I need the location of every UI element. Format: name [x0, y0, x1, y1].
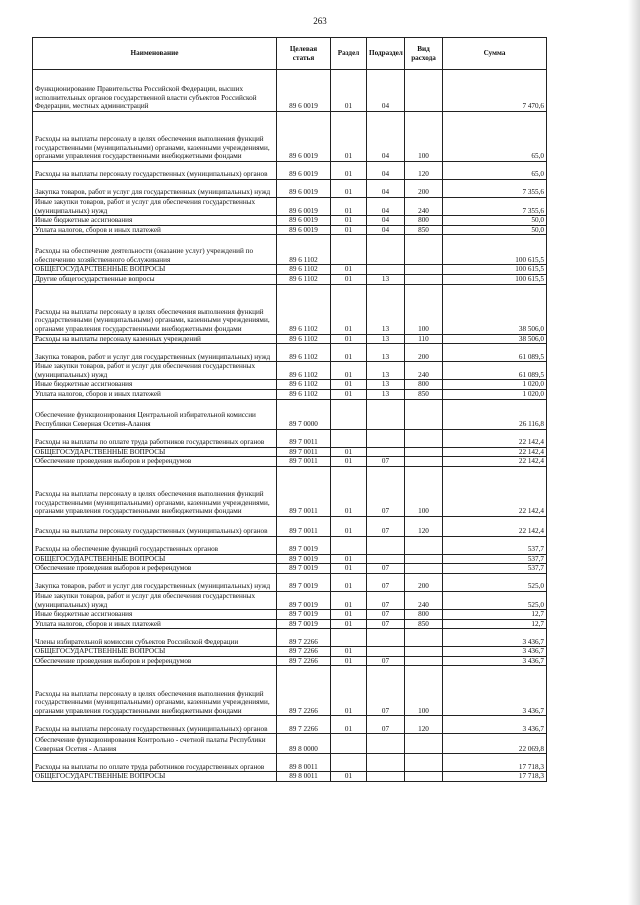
- row-sum: 17 718,3: [443, 772, 547, 782]
- row-kind: 240: [405, 198, 443, 216]
- row-target: 89 6 1102: [277, 265, 331, 275]
- row-target: 89 7 0019: [277, 554, 331, 564]
- row-name: Уплата налогов, сборов и иных платежей: [33, 389, 277, 399]
- row-section: 01: [331, 265, 367, 275]
- row-target: 89 6 0019: [277, 112, 331, 162]
- row-name: ОБЩЕГОСУДАРСТВЕННЫЕ ВОПРОСЫ: [33, 554, 277, 564]
- row-sum: 3 436,7: [443, 716, 547, 734]
- row-sum: 3 436,7: [443, 629, 547, 647]
- row-name: Иные закупки товаров, работ и услуг для обеспечения государственных (муниципальных) нужд: [33, 362, 277, 380]
- row-subsection: [367, 399, 405, 429]
- row-kind: 200: [405, 180, 443, 198]
- row-section: 01: [331, 772, 367, 782]
- row-kind: 240: [405, 362, 443, 380]
- row-kind: [405, 447, 443, 457]
- row-target: 89 7 0019: [277, 619, 331, 629]
- row-sum: 100 615,5: [443, 235, 547, 265]
- row-name: Функционирование Правительства Российской Федерации, высших исполнительных органов государственной власти субъектов Российской Федерации, местных администраций: [33, 70, 277, 112]
- row-subsection: 13: [367, 344, 405, 362]
- row-sum: 7 355,6: [443, 198, 547, 216]
- table-row: [33, 399, 547, 429]
- row-target: 89 8 0000: [277, 734, 331, 754]
- row-name: Расходы на выплаты персоналу в целях обеспечения выполнения функций государственными (муниципальными) органами, казенными учреждениями, органами управления государственными внебюджетными фондами: [33, 466, 277, 516]
- row-target: 89 6 0019: [277, 225, 331, 235]
- row-subsection: 07: [367, 610, 405, 620]
- row-subsection: 13: [367, 274, 405, 284]
- row-name: Иные закупки товаров, работ и услуг для обеспечения государственных (муниципальных) нужд: [33, 198, 277, 216]
- row-name: Расходы на выплаты по оплате труда работников государственных органов: [33, 754, 277, 772]
- row-name: Уплата налогов, сборов и иных платежей: [33, 619, 277, 629]
- row-section: [331, 429, 367, 447]
- row-subsection: 07: [367, 573, 405, 591]
- row-section: 01: [331, 180, 367, 198]
- budget-table: [32, 37, 547, 782]
- row-subsection: 04: [367, 180, 405, 198]
- row-name: Обеспечение функционирования Центральной избирательной комиссии Республики Северная Осетия-Алания: [33, 399, 277, 429]
- row-target: 89 7 0011: [277, 457, 331, 467]
- table-row: [33, 536, 547, 554]
- table-row: [33, 591, 547, 609]
- row-name: Иные бюджетные ассигнования: [33, 610, 277, 620]
- table-row: [33, 429, 547, 447]
- row-subsection: 04: [367, 112, 405, 162]
- row-kind: 200: [405, 573, 443, 591]
- row-kind: 800: [405, 216, 443, 226]
- scan-edge-shadow: [628, 0, 640, 905]
- row-sum: 22 142,4: [443, 447, 547, 457]
- row-subsection: 07: [367, 656, 405, 666]
- row-section: [331, 734, 367, 754]
- row-sum: 65,0: [443, 112, 547, 162]
- table-row: [33, 216, 547, 226]
- row-target: 89 8 0011: [277, 754, 331, 772]
- row-kind: 120: [405, 162, 443, 180]
- row-name: Расходы на обеспечение деятельности (оказание услуг) учреждений по обеспечению хозяйственного обслуживания: [33, 235, 277, 265]
- row-sum: 17 718,3: [443, 754, 547, 772]
- row-kind: 850: [405, 225, 443, 235]
- row-kind: 120: [405, 516, 443, 536]
- header-name: Наименование: [33, 38, 277, 70]
- row-sum: 22 142,4: [443, 466, 547, 516]
- row-sum: 22 142,4: [443, 429, 547, 447]
- row-target: 89 7 2266: [277, 656, 331, 666]
- row-target: 89 7 2266: [277, 629, 331, 647]
- row-target: 89 7 0019: [277, 536, 331, 554]
- row-section: 01: [331, 112, 367, 162]
- row-name: Расходы на выплаты персоналу в целях обеспечения выполнения функций государственными (муниципальными) органами, казенными учреждениями, органами управления государственными внебюджетными фондами: [33, 112, 277, 162]
- row-subsection: [367, 447, 405, 457]
- row-subsection: [367, 235, 405, 265]
- row-sum: 100 615,5: [443, 274, 547, 284]
- table-row: [33, 274, 547, 284]
- row-name: Расходы на выплаты персоналу государственных (муниципальных) органов: [33, 516, 277, 536]
- row-section: 01: [331, 610, 367, 620]
- row-kind: [405, 772, 443, 782]
- row-kind: [405, 265, 443, 275]
- header-subsection: Подраздел: [367, 38, 405, 70]
- table-row: [33, 716, 547, 734]
- row-kind: [405, 564, 443, 574]
- row-sum: 65,0: [443, 162, 547, 180]
- row-section: 01: [331, 284, 367, 334]
- row-subsection: [367, 265, 405, 275]
- row-section: 01: [331, 656, 367, 666]
- row-subsection: 04: [367, 198, 405, 216]
- row-kind: 800: [405, 380, 443, 390]
- row-section: 01: [331, 225, 367, 235]
- table-row: [33, 554, 547, 564]
- row-kind: [405, 734, 443, 754]
- row-subsection: 04: [367, 70, 405, 112]
- row-target: 89 7 0011: [277, 466, 331, 516]
- row-target: 89 6 0019: [277, 162, 331, 180]
- row-name: Расходы на выплаты персоналу государственных (муниципальных) органов: [33, 716, 277, 734]
- table-row: [33, 610, 547, 620]
- table-row: [33, 754, 547, 772]
- row-name: Расходы на выплаты персоналу казенных учреждений: [33, 334, 277, 344]
- row-target: 89 7 0019: [277, 573, 331, 591]
- row-sum: 50,0: [443, 225, 547, 235]
- row-sum: 22 142,4: [443, 457, 547, 467]
- table-row: [33, 362, 547, 380]
- row-target: 89 6 1102: [277, 235, 331, 265]
- row-kind: [405, 754, 443, 772]
- row-sum: 537,7: [443, 564, 547, 574]
- row-name: Обеспечение функционирования Контрольно - счетной палаты Республики Северная Осетия - Алания: [33, 734, 277, 754]
- row-name: Обеспечение проведения выборов и референдумов: [33, 564, 277, 574]
- row-subsection: [367, 429, 405, 447]
- row-sum: 100 615,5: [443, 265, 547, 275]
- row-section: 01: [331, 573, 367, 591]
- row-kind: 240: [405, 591, 443, 609]
- row-sum: 61 089,5: [443, 362, 547, 380]
- row-name: Иные бюджетные ассигнования: [33, 380, 277, 390]
- row-name: Расходы на выплаты персоналу в целях обеспечения выполнения функций государственными (муниципальными) органами, казенными учреждениями, органами управления государственными внебюджетными фондами: [33, 666, 277, 716]
- row-subsection: 07: [367, 666, 405, 716]
- table-row: [33, 334, 547, 344]
- row-kind: [405, 554, 443, 564]
- row-sum: 525,0: [443, 573, 547, 591]
- row-target: 89 7 0011: [277, 516, 331, 536]
- row-name: Уплата налогов, сборов и иных платежей: [33, 225, 277, 235]
- row-section: 01: [331, 389, 367, 399]
- row-section: [331, 754, 367, 772]
- row-section: 01: [331, 162, 367, 180]
- row-target: 89 6 1102: [277, 389, 331, 399]
- table-row: [33, 198, 547, 216]
- table-row: [33, 389, 547, 399]
- table-row: [33, 235, 547, 265]
- row-target: 89 7 0000: [277, 399, 331, 429]
- table-row: [33, 629, 547, 647]
- row-section: 01: [331, 457, 367, 467]
- row-sum: 50,0: [443, 216, 547, 226]
- row-section: 01: [331, 198, 367, 216]
- row-sum: 525,0: [443, 591, 547, 609]
- row-kind: [405, 235, 443, 265]
- row-subsection: 04: [367, 162, 405, 180]
- row-section: 01: [331, 362, 367, 380]
- row-target: 89 6 1102: [277, 284, 331, 334]
- row-subsection: 07: [367, 716, 405, 734]
- table-row: [33, 380, 547, 390]
- row-kind: 100: [405, 112, 443, 162]
- row-section: 01: [331, 70, 367, 112]
- row-section: 01: [331, 591, 367, 609]
- row-subsection: [367, 772, 405, 782]
- table-row: [33, 70, 547, 112]
- row-section: 01: [331, 334, 367, 344]
- row-kind: [405, 647, 443, 657]
- row-kind: 120: [405, 716, 443, 734]
- row-name: ОБЩЕГОСУДАРСТВЕННЫЕ ВОПРОСЫ: [33, 265, 277, 275]
- row-section: 01: [331, 666, 367, 716]
- row-target: 89 7 0011: [277, 447, 331, 457]
- row-sum: 26 116,8: [443, 399, 547, 429]
- row-section: 01: [331, 619, 367, 629]
- row-name: Другие общегосударственные вопросы: [33, 274, 277, 284]
- row-name: Обеспечение проведения выборов и референдумов: [33, 457, 277, 467]
- row-target: 89 6 1102: [277, 274, 331, 284]
- row-target: 89 7 2266: [277, 716, 331, 734]
- row-target: 89 6 0019: [277, 180, 331, 198]
- row-name: Расходы на выплаты по оплате труда работников государственных органов: [33, 429, 277, 447]
- table-row: [33, 734, 547, 754]
- row-subsection: 13: [367, 334, 405, 344]
- row-subsection: 07: [367, 466, 405, 516]
- row-kind: [405, 70, 443, 112]
- row-section: 01: [331, 716, 367, 734]
- table-row: [33, 772, 547, 782]
- row-subsection: [367, 554, 405, 564]
- row-section: [331, 235, 367, 265]
- row-name: Обеспечение проведения выборов и референдумов: [33, 656, 277, 666]
- row-kind: 100: [405, 666, 443, 716]
- row-target: 89 6 1102: [277, 380, 331, 390]
- row-section: 01: [331, 216, 367, 226]
- row-subsection: 07: [367, 564, 405, 574]
- row-sum: 22 069,8: [443, 734, 547, 754]
- row-target: 89 6 0019: [277, 198, 331, 216]
- row-sum: 12,7: [443, 610, 547, 620]
- row-name: ОБЩЕГОСУДАРСТВЕННЫЕ ВОПРОСЫ: [33, 447, 277, 457]
- header-target: Целевая статья: [277, 38, 331, 70]
- row-kind: 850: [405, 619, 443, 629]
- table-body: [33, 70, 547, 782]
- row-target: 89 7 0019: [277, 610, 331, 620]
- row-target: 89 7 0011: [277, 429, 331, 447]
- table-row: [33, 265, 547, 275]
- row-name: Иные бюджетные ассигнования: [33, 216, 277, 226]
- row-kind: 110: [405, 334, 443, 344]
- row-sum: 3 436,7: [443, 666, 547, 716]
- row-sum: 1 020,0: [443, 380, 547, 390]
- row-target: 89 7 0019: [277, 591, 331, 609]
- header-sum: Сумма: [443, 38, 547, 70]
- row-kind: 200: [405, 344, 443, 362]
- row-section: 01: [331, 516, 367, 536]
- row-kind: [405, 457, 443, 467]
- row-target: 89 7 2266: [277, 666, 331, 716]
- row-target: 89 7 2266: [277, 647, 331, 657]
- row-sum: 38 506,0: [443, 284, 547, 334]
- table-row: [33, 619, 547, 629]
- row-subsection: 07: [367, 591, 405, 609]
- table-row: [33, 573, 547, 591]
- row-name: Закупка товаров, работ и услуг для государственных (муниципальных) нужд: [33, 344, 277, 362]
- row-sum: 7 470,6: [443, 70, 547, 112]
- table-row: [33, 162, 547, 180]
- row-section: [331, 399, 367, 429]
- row-name: Расходы на обеспечение функций государственных органов: [33, 536, 277, 554]
- row-subsection: 07: [367, 619, 405, 629]
- row-target: 89 6 1102: [277, 334, 331, 344]
- table-row: [33, 666, 547, 716]
- row-subsection: [367, 734, 405, 754]
- row-subsection: 13: [367, 380, 405, 390]
- row-subsection: 04: [367, 216, 405, 226]
- row-sum: 537,7: [443, 536, 547, 554]
- row-target: 89 6 0019: [277, 216, 331, 226]
- row-kind: 100: [405, 284, 443, 334]
- row-kind: [405, 429, 443, 447]
- table-row: [33, 344, 547, 362]
- row-kind: 800: [405, 610, 443, 620]
- row-target: 89 6 1102: [277, 362, 331, 380]
- table-row: [33, 466, 547, 516]
- row-subsection: 13: [367, 362, 405, 380]
- table-row: [33, 457, 547, 467]
- row-name: Иные закупки товаров, работ и услуг для обеспечения государственных (муниципальных) нужд: [33, 591, 277, 609]
- row-target: 89 8 0011: [277, 772, 331, 782]
- row-kind: [405, 274, 443, 284]
- row-kind: [405, 536, 443, 554]
- row-subsection: [367, 536, 405, 554]
- row-subsection: 07: [367, 457, 405, 467]
- row-sum: 38 506,0: [443, 334, 547, 344]
- row-sum: 3 436,7: [443, 656, 547, 666]
- table-row: [33, 112, 547, 162]
- row-section: 01: [331, 554, 367, 564]
- row-kind: 850: [405, 389, 443, 399]
- header-section: Раздел: [331, 38, 367, 70]
- row-sum: 1 020,0: [443, 389, 547, 399]
- row-sum: 12,7: [443, 619, 547, 629]
- row-section: 01: [331, 447, 367, 457]
- row-name: Члены избирательной комиссии субъектов Российской Федерации: [33, 629, 277, 647]
- row-section: [331, 536, 367, 554]
- row-section: 01: [331, 466, 367, 516]
- row-kind: [405, 656, 443, 666]
- row-subsection: [367, 754, 405, 772]
- header-kind: Вид расхода: [405, 38, 443, 70]
- row-target: 89 7 0019: [277, 564, 331, 574]
- row-sum: 3 436,7: [443, 647, 547, 657]
- table-row: [33, 180, 547, 198]
- row-kind: [405, 629, 443, 647]
- row-sum: 22 142,4: [443, 516, 547, 536]
- row-section: 01: [331, 564, 367, 574]
- row-subsection: [367, 647, 405, 657]
- row-subsection: [367, 629, 405, 647]
- table-row: [33, 656, 547, 666]
- row-subsection: 07: [367, 516, 405, 536]
- row-kind: 100: [405, 466, 443, 516]
- table-row: [33, 447, 547, 457]
- table-row: [33, 284, 547, 334]
- table-row: [33, 225, 547, 235]
- row-target: 89 6 0019: [277, 70, 331, 112]
- row-section: 01: [331, 647, 367, 657]
- row-name: ОБЩЕГОСУДАРСТВЕННЫЕ ВОПРОСЫ: [33, 772, 277, 782]
- row-name: Расходы на выплаты персоналу государственных (муниципальных) органов: [33, 162, 277, 180]
- row-section: 01: [331, 344, 367, 362]
- table-row: [33, 647, 547, 657]
- table-row: [33, 564, 547, 574]
- row-subsection: 04: [367, 225, 405, 235]
- table-header-row: [33, 38, 547, 70]
- row-name: ОБЩЕГОСУДАРСТВЕННЫЕ ВОПРОСЫ: [33, 647, 277, 657]
- row-name: Закупка товаров, работ и услуг для государственных (муниципальных) нужд: [33, 180, 277, 198]
- row-section: 01: [331, 380, 367, 390]
- row-name: Расходы на выплаты персоналу в целях обеспечения выполнения функций государственными (муниципальными) органами, казенными учреждениями, органами управления государственными внебюджетными фондами: [33, 284, 277, 334]
- row-kind: [405, 399, 443, 429]
- table-row: [33, 516, 547, 536]
- page-number: 263: [313, 16, 327, 26]
- row-section: [331, 629, 367, 647]
- row-sum: 7 355,6: [443, 180, 547, 198]
- row-subsection: 13: [367, 389, 405, 399]
- row-section: 01: [331, 274, 367, 284]
- row-subsection: 13: [367, 284, 405, 334]
- row-sum: 537,7: [443, 554, 547, 564]
- row-name: Закупка товаров, работ и услуг для государственных (муниципальных) нужд: [33, 573, 277, 591]
- row-target: 89 6 1102: [277, 344, 331, 362]
- row-sum: 61 089,5: [443, 344, 547, 362]
